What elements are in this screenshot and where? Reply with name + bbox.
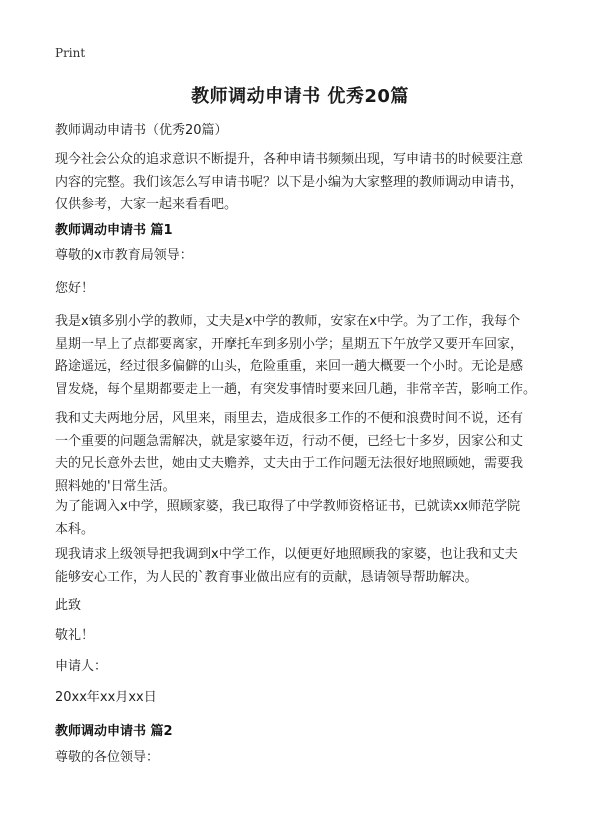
body-paragraph [55,544,550,589]
date-line: 20xx年xx月xx日 [55,690,157,705]
text-line: 一个重要的问题急需解决，就是家婆年迈，行动不便，已经七十多岁，因家公和丈 [55,433,524,449]
text-line: 内容的完整。我们该怎么写申请书呢？以下是小编为大家整理的教师调动申请书， [55,174,524,190]
text-line: 星期一早上了点都要离家，开摩托车到多别小学；星期五下午放学又要开车回家， [55,336,524,352]
print-link[interactable]: Print [55,46,86,60]
text-line: 冒发烧，每个星期都要走上一趟，有突发事情时要来回几趟，非常辛苦，影响工作。 [55,381,537,397]
applicant-line: 申请人： [55,659,108,674]
body-paragraph [55,311,550,401]
text-line: 夫的兄长意外去世，她由丈夫赡养，丈夫由于工作问题无法很好地照顾她，需要我 [55,456,524,471]
closing-line: 敬礼！ [55,628,95,643]
text-line: 我和丈夫两地分居，风里来，雨里去，造成很多工作的不便和浪费时间不说，还有 [55,411,524,426]
greeting: 您好！ [55,281,95,296]
salutation: 尊敬的各位领导： [55,750,160,765]
text-line: 我是x镇多别小学的教师，丈夫是x中学的教师，安家在x中学。为了工作，我每个 [55,314,521,329]
body-paragraph [55,408,550,498]
closing-line: 此致 [55,598,82,613]
text-line: 现今社会公众的追求意识不断提升，各种申请书频频出现，写申请书的时候要注意 [55,152,524,167]
salutation: 尊敬的x市教育局领导： [55,248,193,263]
section-heading: 教师调动申请书 篇1 [55,223,173,238]
text-line: 本科。 [55,521,95,537]
text-line: 仅供参考，大家一起来看看吧。 [55,197,238,212]
text-line: 照料她的'日常生活。 [55,478,176,494]
body-paragraph [55,496,550,541]
section-heading: 教师调动申请书 篇2 [55,724,173,739]
text-line: 能够安心工作，为人民的`教育事业做出应有的贡献，恳请领导帮助解决。 [55,569,478,585]
text-line: 为了能调入x中学，照顾家婆，我已取得了中学教师资格证书，已就读xx师范学院 [55,499,521,514]
document-subtitle: 教师调动申请书（优秀20篇） [55,123,228,138]
page-title: 教师调动申请书 优秀20篇 [191,86,409,107]
intro-paragraph [55,149,550,217]
text-line: 现我请求上级领导把我调到x中学工作，以便更好地照顾我的家婆，也让我和丈夫 [55,547,518,562]
text-line: 路途遥远，经过很多偏僻的山头，危险重重，来回一趟大概要一个小时。无论是感 [55,359,524,374]
